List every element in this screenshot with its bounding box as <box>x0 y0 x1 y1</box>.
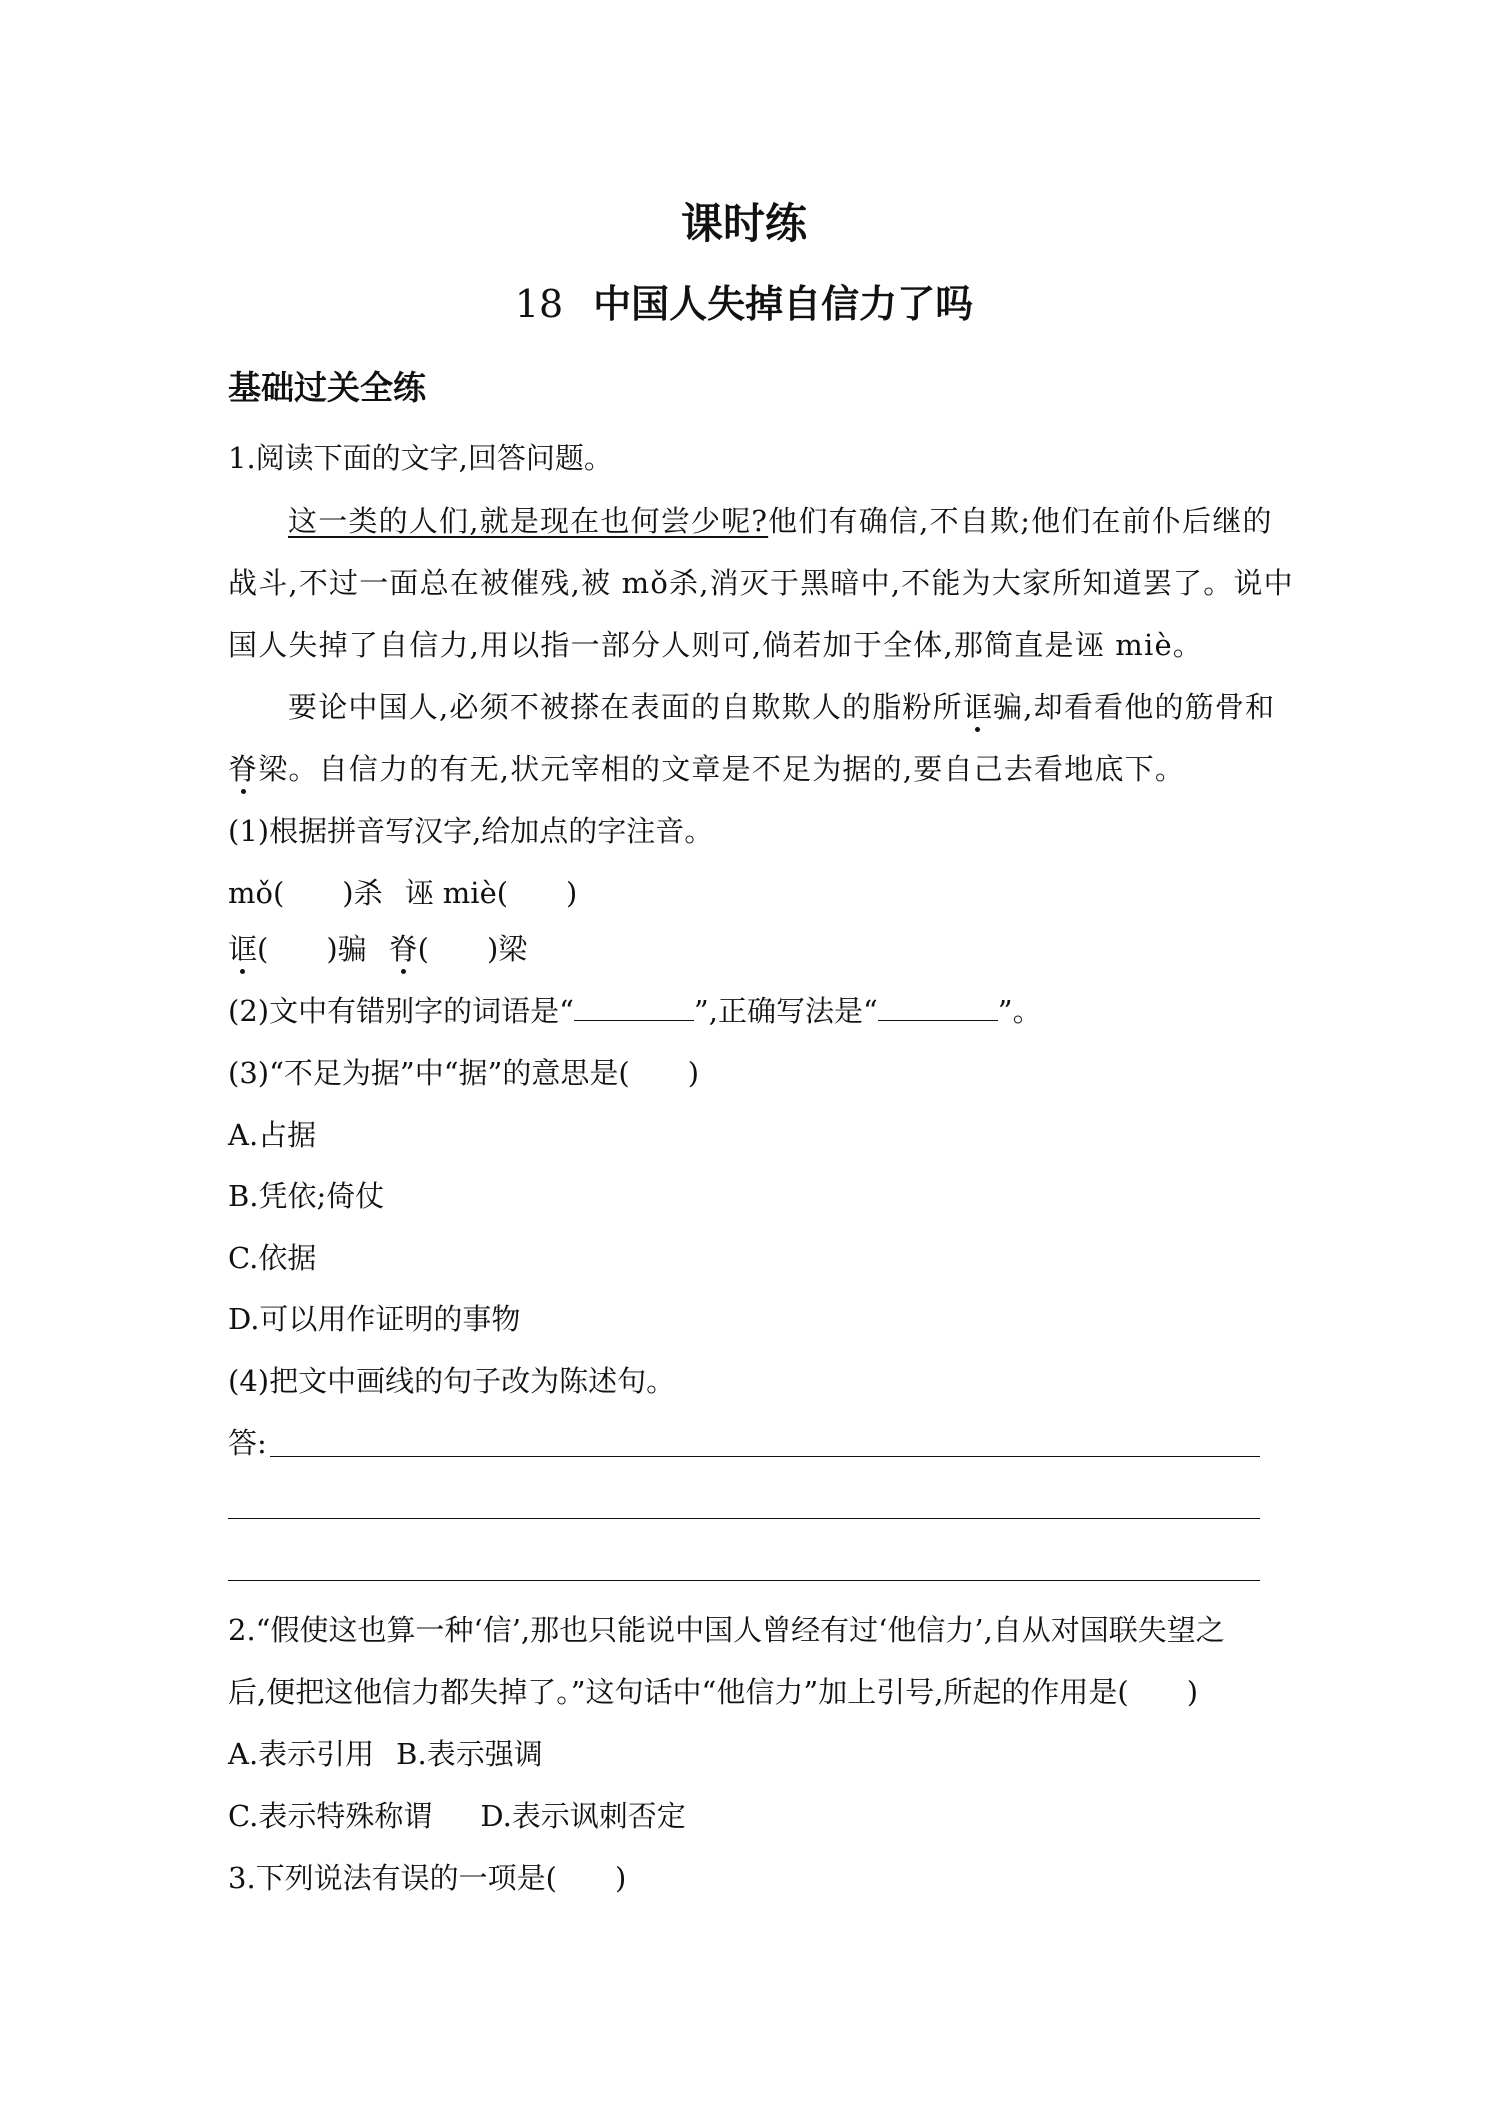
q2-line-1: 2.“假使这也算一种‘信’,那也只能说中国人曾经有过‘他信力’,自从对国联失望之 <box>228 1613 1225 1647</box>
dotted-char: 脊 <box>388 932 418 966</box>
pinyin-item: 诬 miè( ) <box>404 876 578 910</box>
lesson-number: 18 <box>514 282 564 326</box>
option-a: A.表示引用 <box>228 1737 375 1771</box>
option-b: B.表示强调 <box>396 1737 543 1771</box>
q1-sub2-text: ”,正确写法是“ <box>693 994 878 1028</box>
q3-prompt: 3.下列说法有误的一项是( ) <box>228 1861 627 1895</box>
option-c: C.表示特殊称谓 <box>228 1799 433 1833</box>
section-heading: 基础过关全练 <box>228 368 426 407</box>
fill-blank[interactable] <box>574 992 694 1021</box>
option-b: B.凭依;倚仗 <box>228 1179 385 1213</box>
dotted-char: 脊 <box>228 752 259 786</box>
passage-text: 要论中国人,必须不被搽在表面的自欺欺人的脂粉所 <box>288 690 963 724</box>
dotted-char: 诓 <box>228 932 258 966</box>
passage-text: 梁。自信力的有无,状元宰相的文章是不足为据的,要自己去看地底下。 <box>258 752 1186 786</box>
pinyin-item: ( )梁 <box>417 932 528 966</box>
answer-label: 答: <box>228 1426 267 1460</box>
q1-sub4: (4)把文中画线的句子改为陈述句。 <box>228 1364 676 1398</box>
lesson-title <box>0 278 1488 330</box>
q2-options-row2 <box>228 1796 686 1836</box>
q2-options-row1 <box>228 1734 543 1774</box>
passage-text: 他们有确信,不自欺;他们在前仆后继的 <box>768 504 1273 538</box>
page-title: 课时练 <box>680 199 807 248</box>
passage-line-1 <box>288 501 1273 541</box>
option-a: A.占据 <box>228 1118 317 1152</box>
q1-prompt: 1.阅读下面的文字,回答问题。 <box>228 441 613 475</box>
q1-sub2-text: ”。 <box>997 994 1042 1028</box>
passage-line-5 <box>228 749 1185 789</box>
option-c: C.依据 <box>228 1241 317 1275</box>
underlined-sentence: 这一类的人们,就是现在也何尝少呢? <box>288 504 769 538</box>
passage-text: 骗,却看看他的筋骨和 <box>993 690 1276 724</box>
q1-sub2 <box>228 991 1042 1031</box>
passage-line-3: 国人失掉了自信力,用以指一部分人则可,倘若加于全体,那简直是诬 miè。 <box>228 628 1204 662</box>
q1-sub3: (3)“不足为据”中“据”的意思是( ) <box>228 1056 700 1090</box>
option-d: D.表示讽刺否定 <box>480 1799 686 1833</box>
lesson-name: 中国人失掉自信力了吗 <box>593 281 974 326</box>
answer-line[interactable] <box>228 1518 1260 1519</box>
q2-line-2: 后,便把这他信力都失掉了。”这句话中“他信力”加上引号,所起的作用是( ) <box>228 1675 1199 1709</box>
passage-line-4 <box>288 687 1275 727</box>
passage-line-2: 战斗,不过一面总在被催残,被 mǒ杀,消灭于黑暗中,不能为大家所知道罢了。说中 <box>228 566 1294 600</box>
answer-line[interactable] <box>270 1456 1260 1457</box>
pinyin-item: ( )骗 <box>257 932 367 966</box>
q1-sub1-row2 <box>228 929 527 969</box>
q1-sub1: (1)根据拼音写汉字,给加点的字注音。 <box>228 814 714 848</box>
q1-sub1-row1 <box>228 873 577 913</box>
fill-blank[interactable] <box>878 992 998 1021</box>
q1-sub2-text: (2)文中有错别字的词语是“ <box>228 994 574 1028</box>
option-d: D.可以用作证明的事物 <box>228 1302 521 1336</box>
answer-line[interactable] <box>228 1580 1260 1581</box>
dotted-char: 诓 <box>962 690 994 724</box>
pinyin-item: mǒ( )杀 <box>228 876 383 910</box>
